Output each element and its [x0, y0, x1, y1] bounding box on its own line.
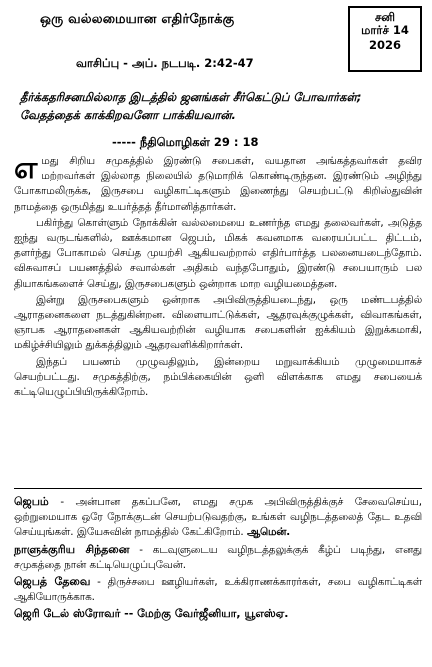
paragraph-4: இந்தப் பயணம் முழுவதிலும், இன்றைய மறுவாக்கியம் முழுமையாகச் செயற்பட்டது. சமுகத்திற்கு, நம்பிக்கையின் ஒளி விளக்காக எமது சபையைக் கட்டியெழுப்பியிருக்கிறோம்.: [14, 355, 423, 399]
scripture-reading: வாசிப்பு - அப். நடபடி. 2:42-47: [76, 56, 254, 70]
need-label: ஜெபத் தேவை: [14, 575, 91, 589]
thought-label: நாளுக்குரிய சிந்தனை: [14, 542, 130, 556]
thought-text: - கடவுளுடைய வழிநடத்தலுக்குக் கீழ்ப் படிந்து, எனது சமுகத்தை நான் கட்டியெழுப்புவேன்.: [14, 543, 422, 571]
need-text: - திருச்சபை ஊழியர்கள், உக்கிராணக்காரர்கள், சபை வழிகாட்டிகள் ஆகியோருக்காக.: [14, 576, 422, 604]
author-line: ஜெரி டேல் ஸ்ரோவர் -- மேற்கு வேர்ஜீனியா, யூஎஸ்ஏ.: [14, 607, 289, 621]
thought-for-day: [14, 542, 422, 573]
paragraph-2: பகிர்ந்து கொள்ளும் நோக்கின் வல்லமையை உணர்ந்த எமது தலைவர்கள், அடுத்த ஐந்து வருடங்களில், ஊக்கமான ஜெபம், மிகக் கவனமாக வரையப்பட்ட திட்டம், தளர்ந்து போகாமல் செய்த முயற்சி ஆகியவற்றால் எதிர்பார்த்த பலனையடைந்தோம். விசுவாசப் பயணத்தில் சவால்கள் அதிகம் வந்தபோதும், இரண்டு சபையாரும் பல தியாகங்களைச் செய்து, இருசபைகளும் ஒன்றாக மாற வழியமைத்தன.: [14, 216, 422, 290]
devotional-body: [14, 151, 423, 401]
date-box: [348, 6, 422, 72]
page-title: ஒரு வல்லமையான எதிர்நோக்கு: [40, 12, 235, 27]
paragraph-3: இன்று இருசபைகளும் ஒன்றாக அபிவிருத்தியடைந்து, ஒரு மண்டபத்தில் ஆராதனைகளை நடத்துகின்றன. விளையாட்டுக்கள், ஆதரவுக்குழுக்கள், விவாகங்கள், ஞாபக ஆராதனைகள் ஆகியவற்றின் வழியாக சபைகளின் ஐக்கியம் இறுக்கமாகி, மகிழ்ச்சியிலும் துக்கத்திலும் ஆதரவளிக்கிறார்கள்.: [14, 293, 422, 352]
prayer-label: ஜெபம்: [14, 495, 49, 508]
date-month-day: மார்ச் 14: [361, 23, 409, 37]
prayer: [14, 494, 422, 541]
paragraph-1-text: மது சிறிய சமுகத்தில் இரண்டு சபைகள், வயதான அங்கத்தவர்கள் தவிர மற்றவர்கள் இல்லாத நிலையில் தடுமாறிக் கொண்டிருந்தன. இரண்டும் அழிந்து போகாமலிருக்க, இருசபை வழிகாட்டிகளும் இணைந்து செயற்பட்டு கிறிஸ்துவின் நாமத்தை ஒருமித்து உயர்த்தத் தீர்மானித்தார்கள்.: [14, 155, 422, 213]
footer-section: [14, 494, 422, 622]
key-verse: தீர்க்கதரிசனமில்லாத இடத்தில் ஜனங்கள் சீர்கெட்டுப் போவார்கள்; வேதத்தைக் காக்கிறவனோ பாக்கியவான்.: [20, 90, 362, 122]
date-year: 2026: [368, 38, 401, 52]
date-day: சனி: [374, 10, 396, 24]
prayer-need: [14, 574, 422, 605]
prayer-text: - அன்பான தகப்பனே, எமது சமுக அபிவிருத்திக்குச் சேவைசெய்ய, ஒற்றுமையாக ஒரே நோக்குடன் செயற்படுவதற்கு, உங்கள் வழிநடத்தலைத் தேட உதவி செய்யுங்கள். இயேசுவின் நாமத்தில் கேட்கிறோம்.: [14, 496, 422, 539]
prayer-amen: ஆமென்.: [246, 526, 291, 539]
paragraph-1: [14, 151, 422, 215]
section-divider: [14, 488, 422, 489]
verse-reference: ----- நீதிமொழிகள் 29 : 18: [112, 135, 259, 149]
drop-cap: எ: [14, 151, 38, 186]
